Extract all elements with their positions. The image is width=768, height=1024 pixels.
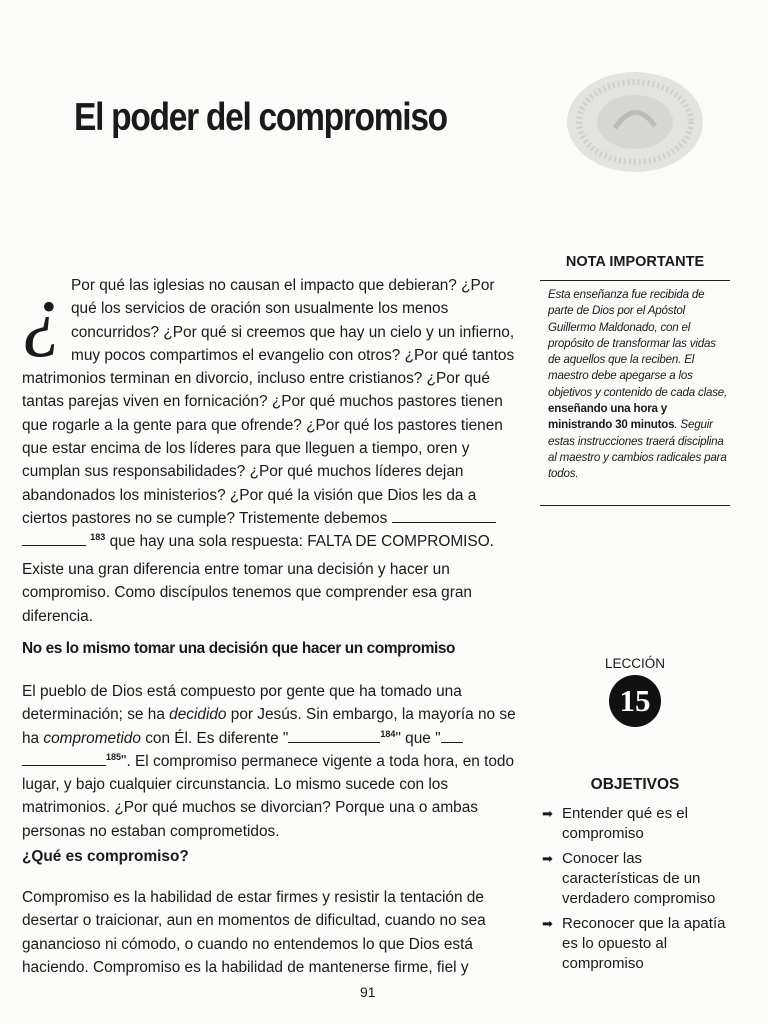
bold-text: enseñando una hora y ministrando 30 minutos <box>548 402 675 432</box>
nota-heading: NOTA IMPORTANTE <box>565 254 705 270</box>
objectives-heading: OBJETIVOS <box>590 776 680 793</box>
page-title: El poder del compromiso <box>74 96 447 139</box>
objectives-list <box>542 804 732 979</box>
list-item <box>542 914 732 974</box>
arrow-right-icon: ➡ <box>542 851 553 866</box>
list-item <box>542 804 732 844</box>
intro-text-end: que hay una sola respuesta: FALTA DE COMPROMISO. <box>105 533 494 551</box>
ministry-seal-icon <box>560 68 710 176</box>
section-heading: No es lo mismo tomar una decisión que hacer un compromiso <box>22 640 456 657</box>
arrow-right-icon: ➡ <box>542 806 553 821</box>
page-number: 91 <box>360 984 376 1000</box>
text: Entender qué es el compromiso <box>562 805 688 842</box>
fill-blank[interactable] <box>392 508 496 523</box>
text: Esta enseñanza fue recibida de parte de Dios por el Apóstol Guillermo Maldonado, con el propósito de transformar las vidas de aquellos que la reciben. El maestro debe apegarse a los objetivos y contenido de cada clase, <box>548 288 728 399</box>
text: ". El compromiso permanece vigente a toda hora, en todo lugar, y bajo cualquier circunstancia. Lo mismo sucede con los matrimonios. ¿Por qué muchos se divorcian? Porque una o ambas personas no estaban comprometidos. <box>22 752 515 840</box>
emphasis: comprometido <box>43 729 141 747</box>
list-item <box>542 849 732 909</box>
divider <box>540 280 730 281</box>
fill-blank[interactable] <box>22 531 86 546</box>
intro-paragraph <box>22 267 518 554</box>
paragraph-people <box>22 680 518 843</box>
text: . Seguir estas instrucciones traerá disciplina al maestro y cambios radicales para todos. <box>548 418 727 481</box>
section-heading: ¿Qué es compromiso? <box>22 848 189 865</box>
nota-text <box>548 287 730 483</box>
footnote-ref: 183 <box>90 532 106 543</box>
paragraph-decision: Existe una gran diferencia entre tomar una decisión y hacer un compromiso. Como discípulos tenemos que comprender esa gran diferencia. <box>22 561 472 625</box>
fill-blank[interactable] <box>441 728 463 743</box>
footnote-ref: 184 <box>380 728 396 739</box>
intro-text: Por qué las iglesias no causan el impacto que debieran? ¿Por qué los servicios de oración son usualmente los menos concurridos? ¿Por qué si creemos que hay un cielo y un infierno, muy pocos compartimos el evangelio con otros? ¿Por qué tantos matrimonios terminan en divorcio, incluso entre cristianos? ¿Por qué tantas parejas viven en fornicación? ¿Por qué muchos pastores tienen que rogarle a la gente para que ofrende? ¿Por qué los pastores tienen que estar encima de los líderes para que lleguen a tiempo, oren y cumplan sus responsabilidades? ¿Por qué muchos líderes dejan abandonados los ministerios? ¿Por qué la visión que Dios les da a ciertos pastores no se cumple? Tristemente debemos <box>22 277 515 527</box>
lesson-number-badge: 15 <box>609 675 661 727</box>
text: " que " <box>395 729 441 747</box>
fill-blank[interactable] <box>22 751 106 766</box>
text: El pueblo de Dios está compuesto por gente que ha tomado una determinación; se ha <box>22 683 462 724</box>
fill-blank[interactable] <box>288 728 380 743</box>
drop-cap: ¿ <box>22 267 63 358</box>
arrow-right-icon: ➡ <box>542 916 553 931</box>
text: Reconocer que la apatía es lo opuesto al compromiso <box>562 915 726 972</box>
emphasis: decidido <box>169 706 227 724</box>
text: por Jesús. Sin embargo, la mayoría no se ha <box>22 706 516 747</box>
paragraph-definition: Compromiso es la habilidad de estar firmes y resistir la tentación de desertar o traicionar, aun en momentos de dificultad, cuando no sea ganancioso ni cómodo, o cuando no entendemos lo que Dios está haciendo. Compromiso es la habilidad de mantenerse firme, fiel y <box>22 889 486 976</box>
text: Conocer las características de un verdadero compromiso <box>562 850 716 907</box>
lesson-label: LECCIÓN <box>604 656 665 671</box>
divider <box>540 505 730 506</box>
footnote-ref: 185 <box>106 751 122 762</box>
text: con Él. Es diferente " <box>140 729 289 747</box>
